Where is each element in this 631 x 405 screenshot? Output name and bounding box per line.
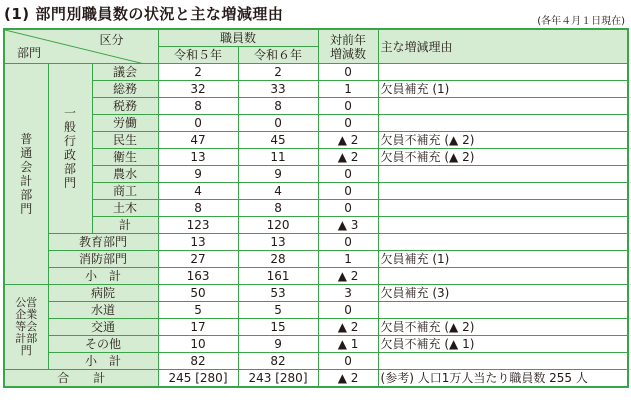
header-r6: 令和６年 <box>238 47 318 64</box>
cell-change: 0 <box>318 98 378 115</box>
table-row <box>4 98 628 115</box>
cell-change: 3 <box>318 285 378 302</box>
cell-reason <box>378 234 628 251</box>
cell-r5: 32 <box>158 81 238 98</box>
row-label: 合 計 <box>4 370 158 388</box>
row-label: 病院 <box>48 285 158 302</box>
row-label: 商工 <box>92 183 158 200</box>
cell-reason: 欠員不補充 (▲ 1) <box>378 336 628 353</box>
cell-change: ▲ 1 <box>318 336 378 353</box>
staff-table <box>3 28 629 388</box>
cell-r5: 8 <box>158 200 238 217</box>
cell-r5: 2 <box>158 64 238 81</box>
cell-r6: 82 <box>238 353 318 370</box>
cell-change: ▲ 2 <box>318 149 378 166</box>
row-label: 教育部門 <box>48 234 158 251</box>
cell-r6: 0 <box>238 115 318 132</box>
header-reason: 主な増減理由 <box>378 29 628 64</box>
row-label: 水道 <box>48 302 158 319</box>
row-label: 労働 <box>92 115 158 132</box>
cell-r6: 11 <box>238 149 318 166</box>
cell-r6: 28 <box>238 251 318 268</box>
row-label: 消防部門 <box>48 251 158 268</box>
cell-r5: 50 <box>158 285 238 302</box>
cell-r5: 123 <box>158 217 238 234</box>
cell-reason <box>378 268 628 285</box>
table-row <box>4 149 628 166</box>
cell-reason: 欠員補充 (3) <box>378 285 628 302</box>
table-row <box>4 81 628 98</box>
cell-r5: 27 <box>158 251 238 268</box>
cell-reason: 欠員補充 (1) <box>378 81 628 98</box>
cell-reason <box>378 115 628 132</box>
group-public-enterprise-label: 公営企業等会計部門 <box>15 295 38 357</box>
cell-reason <box>378 166 628 183</box>
row-label: 民生 <box>92 132 158 149</box>
table-row <box>4 285 628 302</box>
row-label: 農水 <box>92 166 158 183</box>
header-department: 部門 <box>17 46 42 60</box>
cell-r5: 4 <box>158 183 238 200</box>
cell-change: 0 <box>318 115 378 132</box>
cell-change: 0 <box>318 353 378 370</box>
cell-r6: 5 <box>238 302 318 319</box>
cell-reason <box>378 183 628 200</box>
cell-change: ▲ 3 <box>318 217 378 234</box>
row-label: その他 <box>48 336 158 353</box>
cell-change: ▲ 2 <box>318 132 378 149</box>
group-general <box>4 64 48 285</box>
cell-r6: 9 <box>238 336 318 353</box>
cell-r5: 8 <box>158 98 238 115</box>
cell-r5: 82 <box>158 353 238 370</box>
table-row <box>4 132 628 149</box>
row-label: 衛生 <box>92 149 158 166</box>
cell-r6: 4 <box>238 183 318 200</box>
table-row <box>4 115 628 132</box>
cell-r6: 53 <box>238 285 318 302</box>
cell-change: ▲ 2 <box>318 268 378 285</box>
cell-r5: 47 <box>158 132 238 149</box>
row-label: 小 計 <box>48 268 158 285</box>
cell-reason <box>378 217 628 234</box>
cell-change: 0 <box>318 234 378 251</box>
table-row <box>4 319 628 336</box>
cell-change: 0 <box>318 166 378 183</box>
cell-r6: 13 <box>238 234 318 251</box>
group-general-admin <box>48 64 92 234</box>
cell-r6: 45 <box>238 132 318 149</box>
cell-reason: 欠員不補充 (▲ 2) <box>378 149 628 166</box>
cell-r5: 5 <box>158 302 238 319</box>
cell-change: 1 <box>318 251 378 268</box>
row-label: 計 <box>92 217 158 234</box>
table-row <box>4 64 628 81</box>
row-label: 土木 <box>92 200 158 217</box>
cell-change: ▲ 2 <box>318 370 378 388</box>
cell-r5: 0 <box>158 115 238 132</box>
cell-change: 0 <box>318 64 378 81</box>
header-staff-count: 職員数 <box>158 29 318 47</box>
cell-r6: 161 <box>238 268 318 285</box>
cell-reason <box>378 64 628 81</box>
header-category-cell <box>4 29 158 64</box>
row-label: 税務 <box>92 98 158 115</box>
header-row-1 <box>4 29 628 47</box>
grand-total-row <box>4 370 628 388</box>
cell-r6: 2 <box>238 64 318 81</box>
cell-change: 0 <box>318 200 378 217</box>
cell-r6: 8 <box>238 200 318 217</box>
cell-r6: 9 <box>238 166 318 183</box>
row-label: 総務 <box>92 81 158 98</box>
cell-change: 0 <box>318 302 378 319</box>
cell-change: 1 <box>318 81 378 98</box>
header-r5: 令和５年 <box>158 47 238 64</box>
cell-reason <box>378 353 628 370</box>
group-general-label: 普通会計部門 <box>20 131 33 216</box>
cell-r6: 243 [280] <box>238 370 318 388</box>
header-change-line2: 増減数 <box>330 46 367 61</box>
table-row <box>4 302 628 319</box>
cell-change: ▲ 2 <box>318 319 378 336</box>
row-label: 小 計 <box>48 353 158 370</box>
cell-r6: 8 <box>238 98 318 115</box>
cell-r5: 17 <box>158 319 238 336</box>
row-label: 議会 <box>92 64 158 81</box>
table-row <box>4 251 628 268</box>
page-title: (1) 部門別職員数の状況と主な増減理由 <box>4 5 284 23</box>
cell-r5: 245 [280] <box>158 370 238 388</box>
cell-reason: 欠員不補充 (▲ 2) <box>378 319 628 336</box>
cell-r5: 13 <box>158 149 238 166</box>
table-row <box>4 166 628 183</box>
header-category: 区分 <box>99 33 124 47</box>
cell-reason: (参考) 人口1万人当たり職員数 255 人 <box>378 370 628 388</box>
cell-r6: 120 <box>238 217 318 234</box>
header-change-line1: 対前年 <box>330 32 367 47</box>
cell-r6: 15 <box>238 319 318 336</box>
cell-reason <box>378 200 628 217</box>
date-note: (各年４月１日現在) <box>537 16 625 27</box>
cell-r5: 13 <box>158 234 238 251</box>
cell-r6: 33 <box>238 81 318 98</box>
cell-reason <box>378 98 628 115</box>
table-row <box>4 268 628 285</box>
cell-reason: 欠員補充 (1) <box>378 251 628 268</box>
cell-reason: 欠員不補充 (▲ 2) <box>378 132 628 149</box>
cell-r5: 10 <box>158 336 238 353</box>
row-label: 交通 <box>48 319 158 336</box>
cell-reason <box>378 302 628 319</box>
table-row <box>4 217 628 234</box>
cell-r5: 163 <box>158 268 238 285</box>
table-row <box>4 336 628 353</box>
table-row <box>4 200 628 217</box>
header-change <box>318 29 378 64</box>
table-row <box>4 353 628 370</box>
table-row <box>4 234 628 251</box>
group-public-enterprise <box>4 285 48 370</box>
cell-change: 0 <box>318 183 378 200</box>
cell-r5: 9 <box>158 166 238 183</box>
table-row <box>4 183 628 200</box>
group-general-admin-label: 一般行政部門 <box>63 106 76 190</box>
